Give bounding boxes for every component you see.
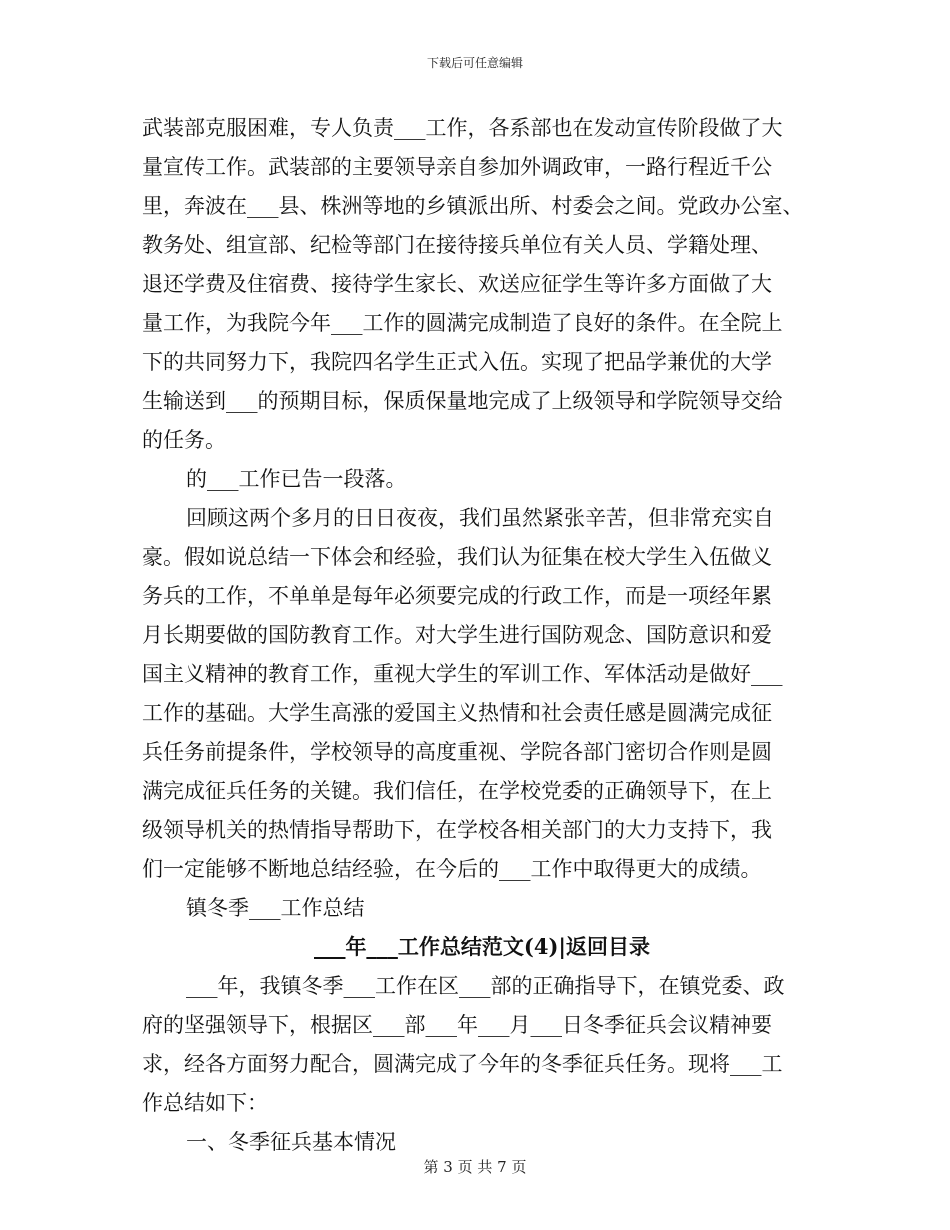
body-line: 府的坚强领导下，根据区___部___年___月___日冬季征兵会议精神要 [142, 1013, 772, 1037]
page-footer: 第 3 页 共 7 页 [423, 1158, 527, 1176]
body-line: 们一定能够不断地总结经验，在今后的___工作中取得更大的成绩。 [142, 857, 762, 881]
body-line: 级领导机关的热情指导帮助下，在学校各相关部门的大力支持下，我 [142, 818, 772, 842]
body-line: 务兵的工作，不单单是每年必须要完成的行政工作，而是一项经年累 [142, 584, 772, 608]
body-line: 镇冬季___工作总结 [186, 896, 365, 920]
body-line: 月长期要做的国防教育工作。对大学生进行国防观念、国防意识和爱 [142, 623, 772, 647]
body-line: 量工作，为我院今年___工作的圆满完成制造了良好的条件。在全院上 [142, 311, 783, 335]
body-line: 豪。假如说总结一下体会和经验，我们认为征集在校大学生入伍做义 [142, 545, 772, 569]
body-line: 里，奔波在___县、株洲等地的乡镇派出所、村委会之间。党政办公室、 [142, 194, 804, 218]
body-line: 兵任务前提条件，学校领导的高度重视、学院各部门密切合作则是圆 [142, 740, 772, 764]
body-line: 的___工作已告一段落。 [186, 467, 407, 491]
body-line: 的任务。 [142, 428, 226, 452]
body-line: 退还学费及住宿费、接待学生家长、欢送应征学生等许多方面做了大 [142, 272, 772, 296]
section-heading: 一、冬季征兵基本情况 [186, 1130, 396, 1154]
body-line: 量宣传工作。武装部的主要领导亲自参加外调政审，一路行程近千公 [142, 155, 772, 179]
body-line: 求，经各方面努力配合，圆满完成了今年的冬季征兵任务。现将___工 [142, 1052, 783, 1076]
body-line: 生输送到___的预期目标，保质保量地完成了上级领导和学院领导交给 [142, 389, 783, 413]
body-line: 作总结如下： [142, 1091, 268, 1115]
body-line: 满完成征兵任务的关键。我们信任，在学校党委的正确领导下，在上 [142, 779, 772, 803]
body-line: 工作的基础。大学生高涨的爱国主义热情和社会责任感是圆满完成征 [142, 701, 772, 725]
body-line: 武装部克服困难，专人负责___工作，各系部也在发动宣传阶段做了大 [142, 116, 783, 140]
body-line: ___年，我镇冬季___工作在区___部的正确指导下，在镇党委、政 [186, 974, 785, 998]
body-line: 下的共同努力下，我院四名学生正式入伍。实现了把品学兼优的大学 [142, 350, 772, 374]
section-title[interactable]: ___年___工作总结范文(4)|返回目录 [313, 934, 651, 959]
document-body [142, 112, 822, 1165]
body-line: 回顾这两个多月的日日夜夜，我们虽然紧张辛苦，但非常充实自 [186, 506, 774, 530]
page-header: 下载后可任意编辑 [426, 56, 523, 70]
body-line: 教务处、组宣部、纪检等部门在接待接兵单位有关人员、学籍处理、 [142, 233, 772, 257]
body-line: 国主义精神的教育工作，重视大学生的军训工作、军体活动是做好___ [142, 662, 783, 686]
